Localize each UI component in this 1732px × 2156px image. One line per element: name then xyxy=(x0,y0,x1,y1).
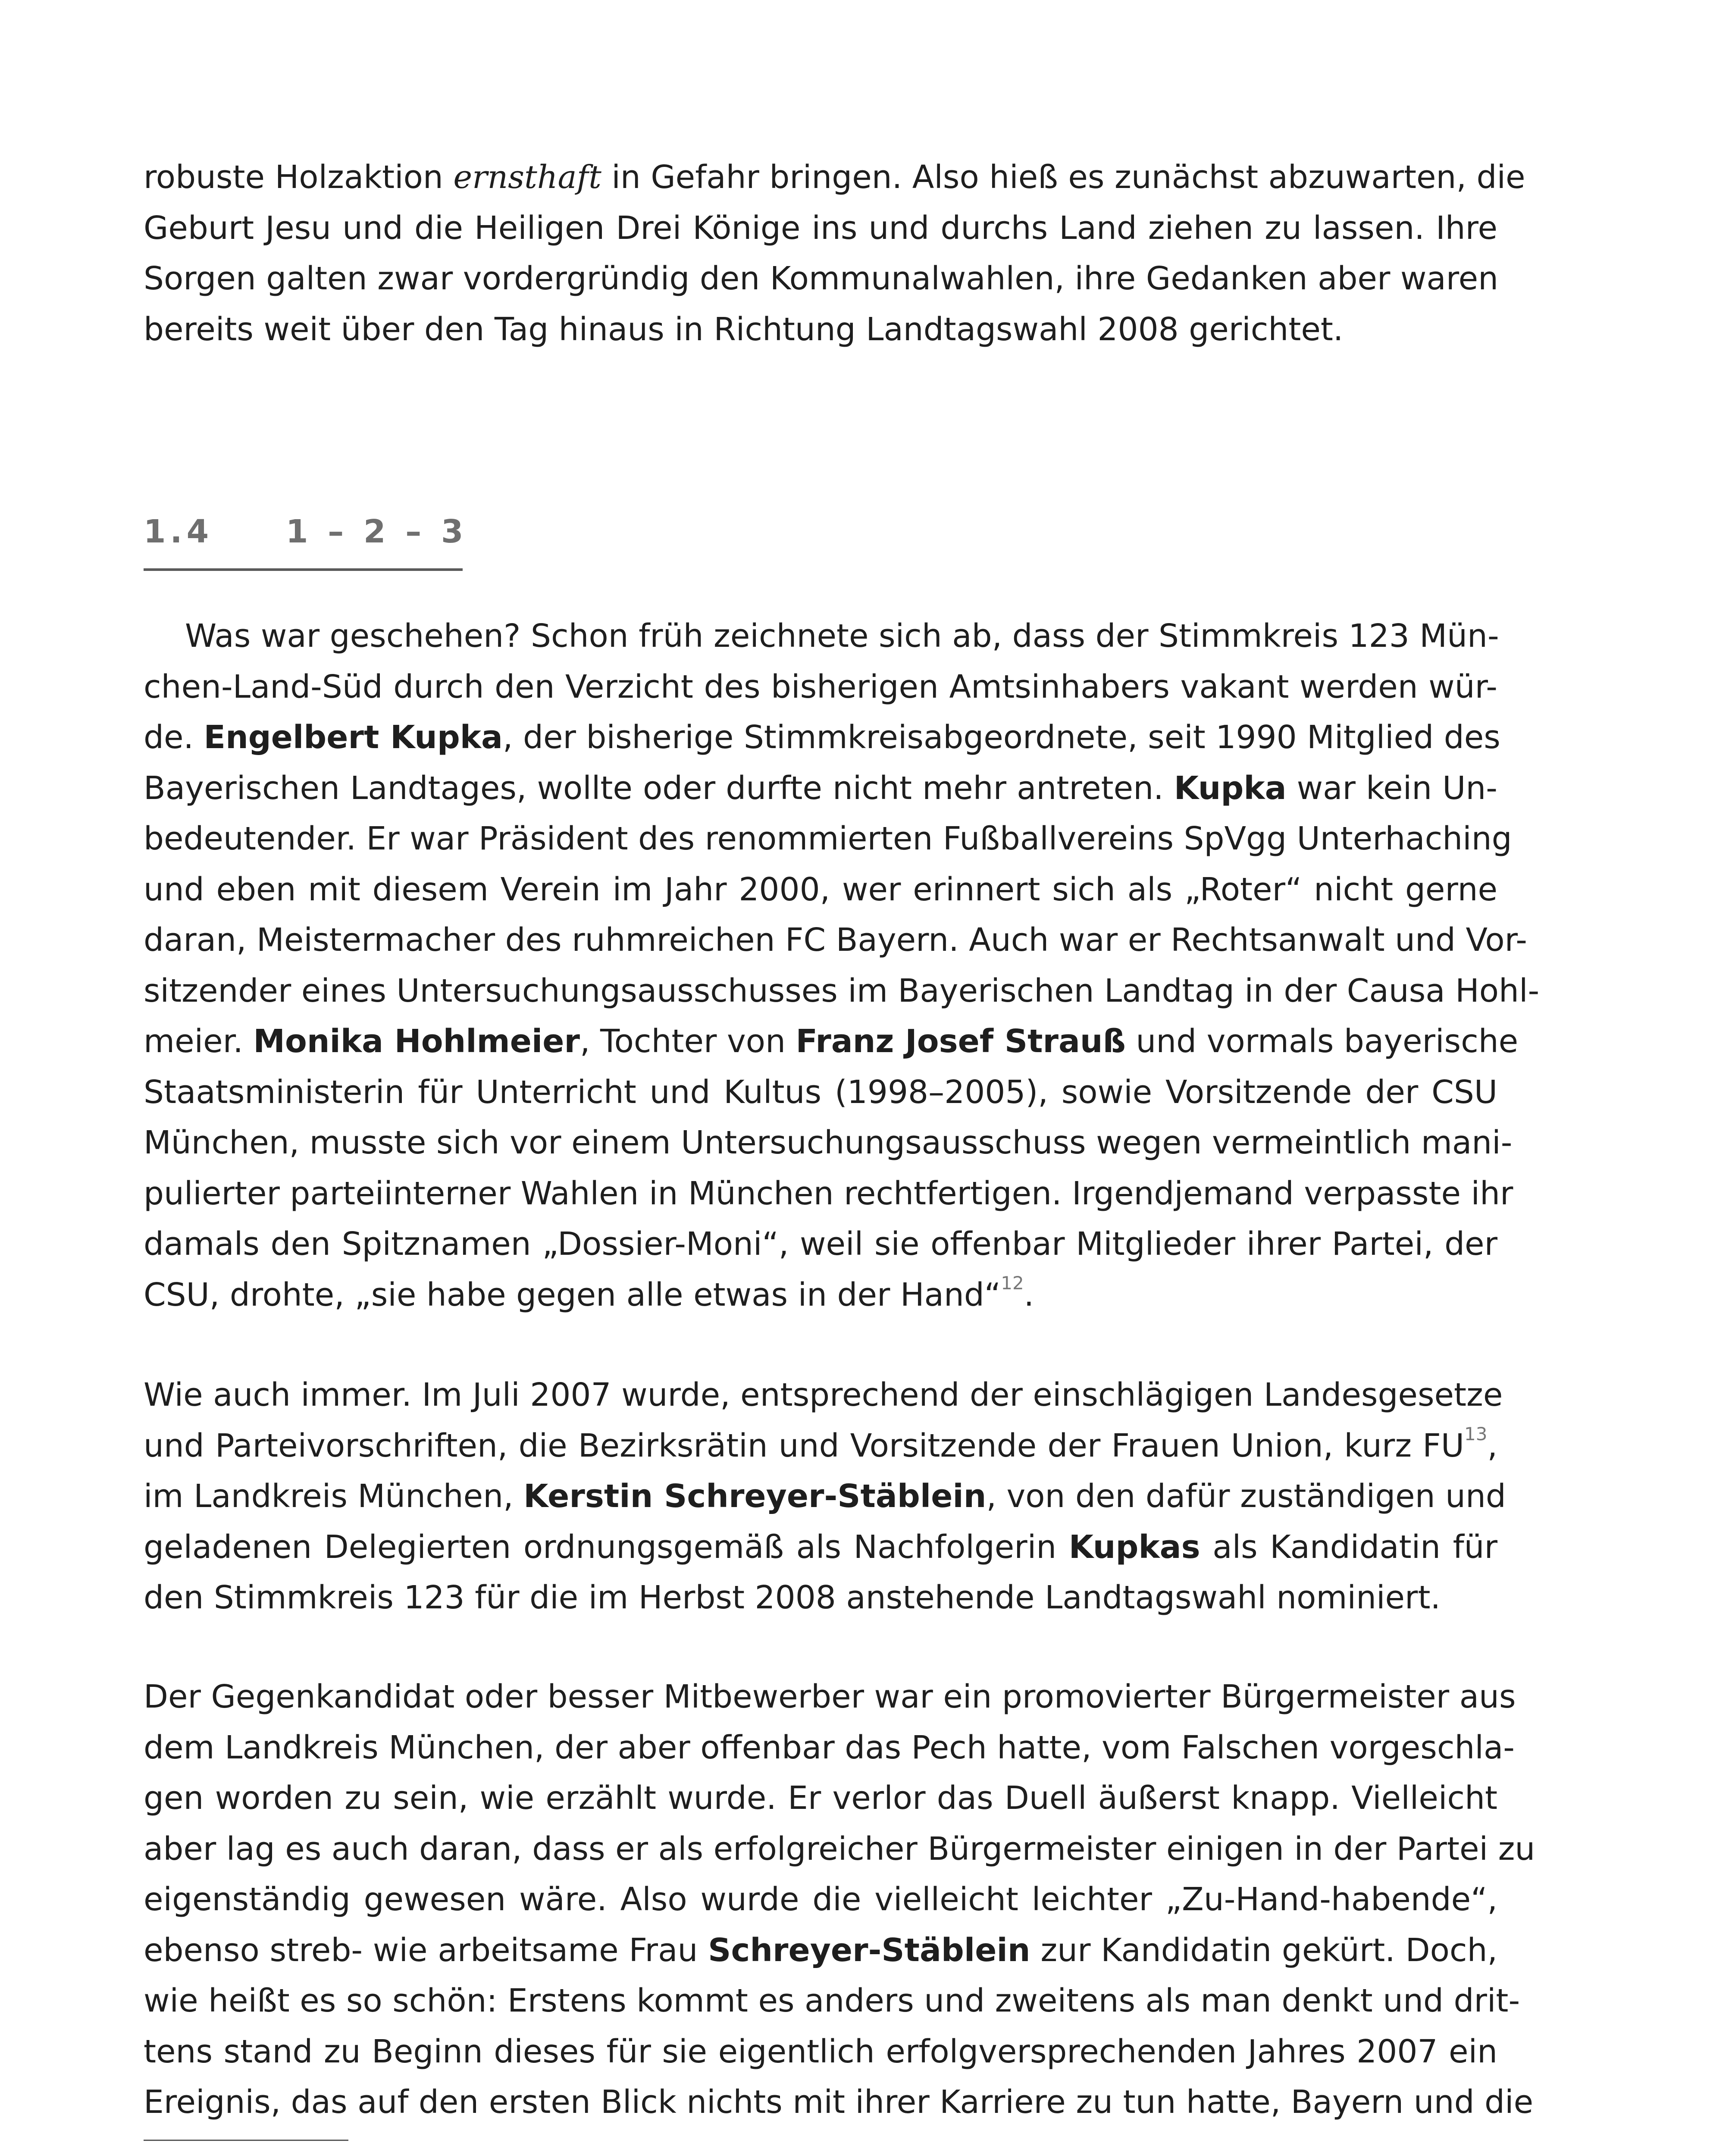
text-line: Wie auch immer. Im Juli 2007 wurde, entsprechend der einschlägigen Landesgesetze xyxy=(144,1376,1503,1413)
text-line: robuste Holzaktion ernsthaft in Gefahr bringen. Also hieß es zunächst abzuwarten, die xyxy=(144,159,1525,196)
text-line: aber lag es auch daran, dass er als erfolgreicher Bürgermeister einigen in der Partei zu xyxy=(144,1830,1535,1868)
text-line: tens stand zu Beginn dieses für sie eigentlich erfolgversprechenden Jahres 2007 ein xyxy=(144,2033,1497,2070)
person-name: Franz Josef Strauß xyxy=(796,1023,1126,1060)
text-line: de. Engelbert Kupka, der bisherige Stimmkreisabgeordnete, seit 1990 Mitglied des xyxy=(144,719,1500,756)
text-line: Staatsministerin für Unterricht und Kultus (1998–2005), sowie Vorsitzende der CSU xyxy=(144,1073,1497,1111)
text-line: und eben mit diesem Verein im Jahr 2000, wer erinnert sich als „Roter“ nicht gerne xyxy=(144,871,1497,908)
intro-paragraph xyxy=(144,152,1525,355)
text-line: im Landkreis München, Kerstin Schreyer-Stäblein, von den dafür zuständigen und xyxy=(144,1478,1506,1515)
text-line: Geburt Jesu und die Heiligen Drei Könige ins und durchs Land ziehen zu lassen. Ihre xyxy=(144,209,1497,247)
text-line: geladenen Delegierten ordnungsgemäß als Nachfolgerin Kupkas als Kandidatin für xyxy=(144,1528,1497,1566)
text-line: und Parteivorschriften, die Bezirksrätin und Vorsitzende der Frauen Union, kurz FU$^{13}$, xyxy=(144,1423,1497,1464)
text-line: bereits weit über den Tag hinaus in Richtung Landtagswahl 2008 gerichtet. xyxy=(144,310,1344,348)
text-line: Ereignis, das auf den ersten Blick nichts mit ihrer Karriere zu tun hatte, Bayern und die xyxy=(144,2084,1534,2121)
text-line: dem Landkreis München, der aber offenbar das Pech hatte, vom Falschen vorgeschla- xyxy=(144,1729,1515,1766)
person-name: Kupka xyxy=(1174,769,1287,807)
section-heading xyxy=(144,513,468,550)
person-name: Engelbert Kupka xyxy=(204,719,503,756)
emphasis: ernsthaft xyxy=(453,159,601,196)
text-line: Sorgen galten zwar vordergründig den Kommunalwahlen, ihre Gedanken aber waren xyxy=(144,260,1499,297)
footnote-reference[interactable]: 13 xyxy=(1464,1423,1488,1445)
person-name: Kupkas xyxy=(1068,1528,1200,1566)
text-line: wie heißt es so schön: Erstens kommt es anders und zweitens als man denkt und drit- xyxy=(144,1982,1520,2019)
text-line: Was war geschehen? Schon früh zeichnete sich ab, dass der Stimmkreis 123 Mün- xyxy=(185,617,1499,655)
text-line: den Stimmkreis 123 für die im Herbst 2008 anstehende Landtagswahl nominiert. xyxy=(144,1579,1441,1616)
section-title: 1 – 2 – 3 xyxy=(286,513,468,550)
footnote-separator xyxy=(144,2140,348,2141)
paragraph-3 xyxy=(144,1672,1535,2128)
text-line: bedeutender. Er war Präsident des renommierten Fußballvereins SpVgg Unterhaching xyxy=(144,820,1512,857)
text-line: sitzender eines Untersuchungsausschusses im Bayerischen Landtag in der Causa Hohl- xyxy=(144,972,1540,1009)
paragraph-2 xyxy=(144,1370,1506,1623)
footnote-reference[interactable]: 12 xyxy=(1001,1272,1024,1294)
person-name: Kerstin Schreyer-Stäblein xyxy=(523,1478,987,1515)
text-line: Bayerischen Landtages, wollte oder durfte nicht mehr antreten. Kupka war kein Un- xyxy=(144,769,1497,807)
text-line: damals den Spitznamen „Dossier-Moni“, weil sie offenbar Mitglieder ihrer Partei, der xyxy=(144,1225,1497,1263)
text-line: gen worden zu sein, wie erzählt wurde. Er verlor das Duell äußerst knapp. Vielleicht xyxy=(144,1780,1497,1817)
person-name: Schreyer-Stäblein xyxy=(708,1931,1030,1969)
text-line: CSU, drohte, „sie habe gegen alle etwas in der Hand“$^{12}$. xyxy=(144,1272,1034,1313)
person-name: Monika Hohlmeier xyxy=(253,1023,580,1060)
text-line: meier. Monika Hohlmeier, Tochter von Franz Josef Strauß und vormals bayerische xyxy=(144,1023,1519,1060)
text-line: pulierter parteiinterner Wahlen in München rechtfertigen. Irgendjemand verpasste ihr xyxy=(144,1175,1513,1212)
text-line: chen-Land-Süd durch den Verzicht des bisherigen Amtsinhabers vakant werden wür- xyxy=(144,668,1497,705)
paragraph-1 xyxy=(144,611,1540,1320)
heading-underline xyxy=(144,568,463,571)
text-line: daran, Meistermacher des ruhmreichen FC Bayern. Auch war er Rechtsanwalt und Vor- xyxy=(144,921,1527,959)
text-line: Der Gegenkandidat oder besser Mitbewerber war ein promovierter Bürgermeister aus xyxy=(144,1678,1516,1715)
section-number: 1.4 xyxy=(144,513,213,550)
text-line: eigenständig gewesen wäre. Also wurde die vielleicht leichter „Zu-Hand-habende“, xyxy=(144,1881,1497,1918)
text-line: München, musste sich vor einem Untersuchungsausschuss wegen vermeintlich mani- xyxy=(144,1124,1513,1161)
text-line: ebenso streb- wie arbeitsame Frau Schreyer-Stäblein zur Kandidatin gekürt. Doch, xyxy=(144,1931,1497,1969)
